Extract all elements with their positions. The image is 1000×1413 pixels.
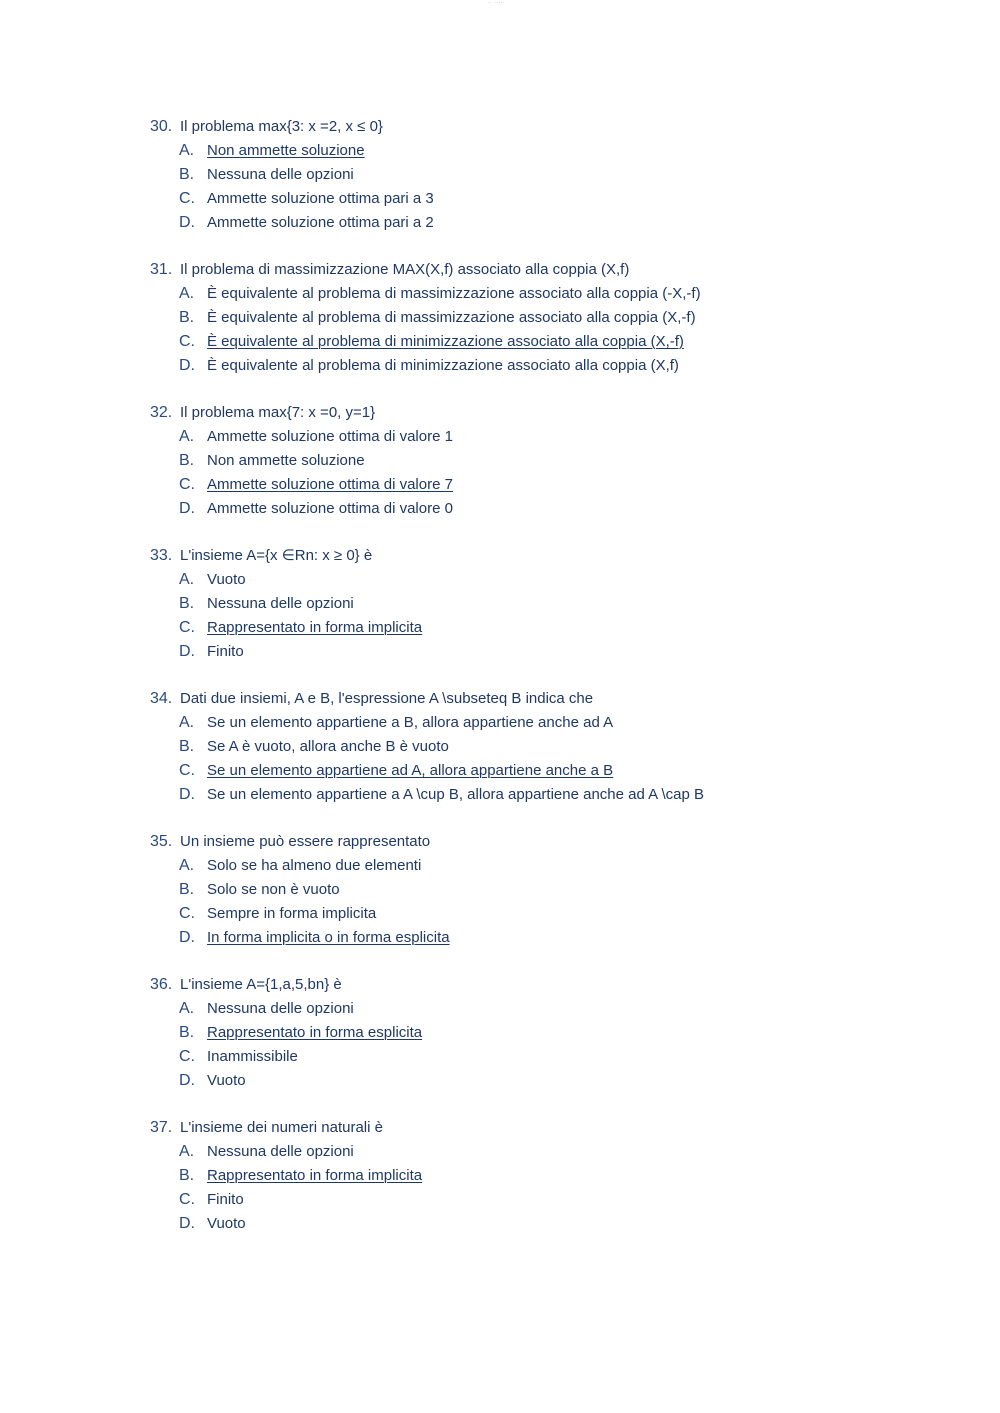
option-a [150, 711, 950, 735]
option-text: Vuoto [207, 1215, 246, 1232]
option-d [150, 497, 950, 521]
question-heading [150, 258, 950, 282]
option-letter: C. [179, 1048, 195, 1065]
option-text: Inammissibile [207, 1048, 298, 1065]
question-34 [150, 687, 950, 807]
question-text: Dati due insiemi, A e B, l'espressione A \subseteq B indica che [180, 690, 594, 707]
option-letter: C. [179, 476, 195, 493]
option-a [150, 854, 950, 878]
option-b [150, 449, 950, 473]
option-c [150, 759, 950, 783]
question-number: 31. [150, 261, 173, 278]
question-text: L'insieme A={1,a,5,bn} è [180, 976, 342, 993]
option-text: Solo se ha almeno due elementi [207, 857, 422, 874]
question-37 [150, 1116, 950, 1236]
question-text: L'insieme dei numeri naturali è [180, 1119, 383, 1136]
option-c [150, 187, 950, 211]
question-35 [150, 830, 950, 950]
option-d [150, 783, 950, 807]
question-number: 35. [150, 833, 173, 850]
option-letter: A. [179, 1000, 195, 1017]
option-b [150, 163, 950, 187]
option-text: Ammette soluzione ottima di valore 0 [207, 500, 453, 517]
option-c [150, 1188, 950, 1212]
question-number: 33. [150, 547, 173, 564]
option-text: Rappresentato in forma implicita [207, 619, 423, 636]
option-a [150, 997, 950, 1021]
option-b [150, 735, 950, 759]
option-text: Ammette soluzione ottima pari a 3 [207, 190, 434, 207]
question-text: Il problema max{3: x =2, x ≤ 0} [180, 118, 383, 135]
option-letter: B. [179, 881, 195, 898]
option-d [150, 640, 950, 664]
page-header-mark: ·· ····· [488, 0, 506, 6]
option-letter: A. [179, 1143, 195, 1160]
option-text: Ammette soluzione ottima di valore 7 [207, 476, 453, 493]
option-text: Finito [207, 1191, 244, 1208]
option-text: È equivalente al problema di massimizzazione associato alla coppia (-X,-f) [207, 285, 701, 302]
question-heading [150, 401, 950, 425]
option-letter: B. [179, 166, 195, 183]
option-text: Se un elemento appartiene ad A, allora appartiene anche a B [207, 762, 614, 779]
quiz-list [150, 115, 950, 1259]
option-a [150, 282, 950, 306]
question-heading [150, 544, 950, 568]
option-letter: A. [179, 714, 195, 731]
option-text: In forma implicita o in forma esplicita [207, 929, 450, 946]
question-text: Un insieme può essere rappresentato [180, 833, 431, 850]
option-text: Ammette soluzione ottima pari a 2 [207, 214, 434, 231]
option-letter: D. [179, 1072, 195, 1089]
option-letter: A. [179, 571, 195, 588]
question-heading [150, 687, 950, 711]
option-letter: B. [179, 595, 195, 612]
question-number: 30. [150, 118, 173, 135]
question-number: 36. [150, 976, 173, 993]
option-letter: B. [179, 1024, 195, 1041]
option-text: Non ammette soluzione [207, 142, 365, 159]
question-33 [150, 544, 950, 664]
option-d [150, 1069, 950, 1093]
question-31 [150, 258, 950, 378]
option-text: Rappresentato in forma esplicita [207, 1024, 423, 1041]
question-heading [150, 830, 950, 854]
option-d [150, 211, 950, 235]
option-c [150, 473, 950, 497]
question-text: L'insieme A={x ∈Rn: x ≥ 0} è [180, 547, 373, 564]
option-letter: B. [179, 452, 195, 469]
question-heading [150, 973, 950, 997]
option-letter: C. [179, 762, 195, 779]
option-letter: A. [179, 857, 195, 874]
option-d [150, 926, 950, 950]
option-letter: D. [179, 929, 195, 946]
question-32 [150, 401, 950, 521]
option-text: Se un elemento appartiene a B, allora appartiene anche ad A [207, 714, 614, 731]
option-letter: B. [179, 1167, 195, 1184]
question-heading [150, 115, 950, 139]
option-letter: C. [179, 190, 195, 207]
option-c [150, 902, 950, 926]
option-d [150, 1212, 950, 1236]
question-number: 32. [150, 404, 173, 421]
option-letter: C. [179, 905, 195, 922]
option-text: Nessuna delle opzioni [207, 166, 354, 183]
option-b [150, 306, 950, 330]
option-b [150, 592, 950, 616]
option-a [150, 1140, 950, 1164]
option-text: Vuoto [207, 1072, 246, 1089]
option-text: Non ammette soluzione [207, 452, 365, 469]
option-c [150, 330, 950, 354]
option-text: È equivalente al problema di minimizzazione associato alla coppia (X,-f) [207, 333, 684, 350]
option-text: Finito [207, 643, 244, 660]
option-text: Nessuna delle opzioni [207, 1000, 354, 1017]
option-c [150, 616, 950, 640]
option-letter: D. [179, 214, 195, 231]
option-letter: D. [179, 500, 195, 517]
option-b [150, 878, 950, 902]
question-number: 37. [150, 1119, 173, 1136]
option-a [150, 425, 950, 449]
option-d [150, 354, 950, 378]
option-text: Vuoto [207, 571, 246, 588]
option-letter: B. [179, 309, 195, 326]
option-text: Nessuna delle opzioni [207, 595, 354, 612]
option-text: Se un elemento appartiene a A \cup B, allora appartiene anche ad A \cap B [207, 786, 705, 803]
option-text: Se A è vuoto, allora anche B è vuoto [207, 738, 449, 755]
question-text: Il problema max{7: x =0, y=1} [180, 404, 376, 421]
question-text: Il problema di massimizzazione MAX(X,f) associato alla coppia (X,f) [180, 261, 630, 278]
option-text: È equivalente al problema di minimizzazione associato alla coppia (X,f) [207, 357, 679, 374]
question-36 [150, 973, 950, 1093]
option-letter: D. [179, 643, 195, 660]
option-letter: C. [179, 333, 195, 350]
option-letter: C. [179, 1191, 195, 1208]
option-letter: D. [179, 1215, 195, 1232]
option-letter: D. [179, 786, 195, 803]
option-letter: A. [179, 142, 195, 159]
option-text: Sempre in forma implicita [207, 905, 377, 922]
question-30 [150, 115, 950, 235]
option-a [150, 139, 950, 163]
option-letter: A. [179, 428, 195, 445]
option-c [150, 1045, 950, 1069]
option-letter: C. [179, 619, 195, 636]
question-heading [150, 1116, 950, 1140]
question-number: 34. [150, 690, 173, 707]
option-text: Solo se non è vuoto [207, 881, 340, 898]
option-letter: A. [179, 285, 195, 302]
option-text: Rappresentato in forma implicita [207, 1167, 423, 1184]
option-text: È equivalente al problema di massimizzazione associato alla coppia (X,-f) [207, 309, 696, 326]
option-b [150, 1164, 950, 1188]
option-text: Ammette soluzione ottima di valore 1 [207, 428, 453, 445]
option-a [150, 568, 950, 592]
option-text: Nessuna delle opzioni [207, 1143, 354, 1160]
option-letter: D. [179, 357, 195, 374]
option-b [150, 1021, 950, 1045]
option-letter: B. [179, 738, 195, 755]
